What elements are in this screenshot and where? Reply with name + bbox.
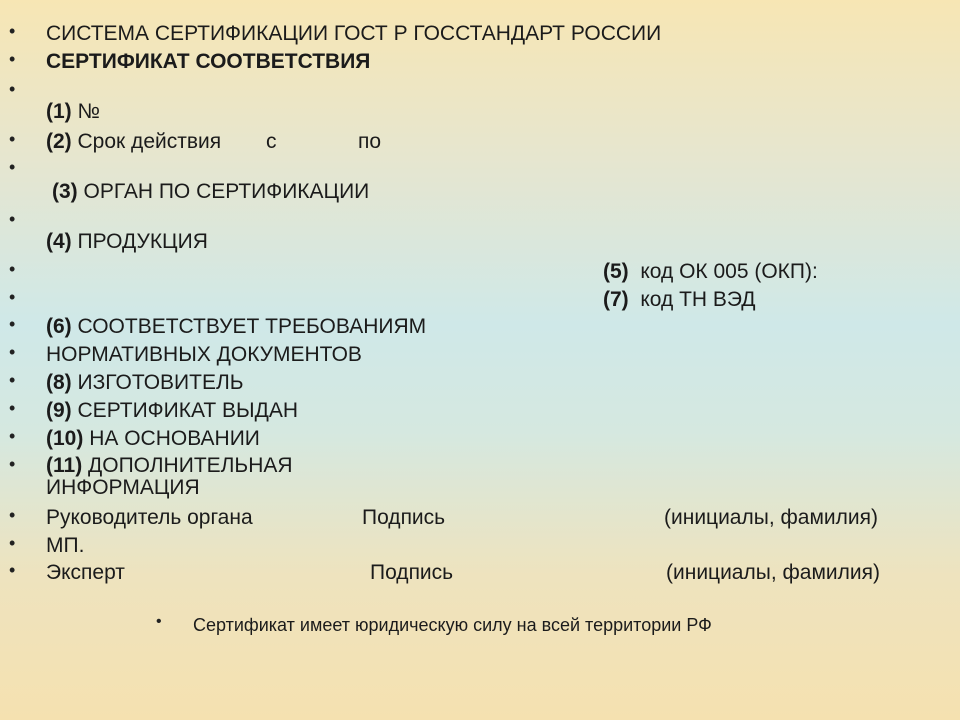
bullet: • [9,209,16,229]
bullet: • [9,314,16,334]
field-2-from: с [266,130,277,153]
bullet: • [9,259,16,279]
list-item [0,315,960,345]
expert-name: (инициалы, фамилия) [666,561,880,584]
list-item [0,399,960,429]
list-item [0,427,960,457]
bullet: • [9,287,16,307]
field-4: (4) ПРОДУКЦИЯ [46,230,208,253]
field-2: (2) Срок действия [46,130,222,153]
field-1: (1) № [46,100,101,123]
list-item [0,534,960,564]
bullet: • [9,21,16,41]
bullet: • [9,426,16,446]
list-item [0,506,960,536]
head-label: Руководитель органа [46,506,253,529]
field-6-continued: НОРМАТИВНЫХ ДОКУМЕНТОВ [46,343,362,366]
expert-label: Эксперт [46,561,125,584]
validity-note: Сертификат имеет юридическую силу на всей территории РФ [193,615,712,635]
head-signature: Подпись [362,506,446,529]
system-title: СИСТЕМА СЕРТИФИКАЦИИ ГОСТ Р ГОССТАНДАРТ РОССИИ [46,22,662,45]
field-7: (7) код ТН ВЭД [603,288,756,311]
bullet: • [156,613,162,630]
list-item [0,613,960,643]
bullet: • [9,560,16,580]
bullet: • [9,49,16,69]
bullet: • [9,454,16,474]
list-item [0,209,960,253]
field-11: (11) ДОПОЛНИТЕЛЬНАЯ ИНФОРМАЦИЯ [46,454,293,499]
bullet: • [9,79,16,99]
field-9: (9) СЕРТИФИКАТ ВЫДАН [46,399,298,422]
list-item [0,260,960,290]
bullet: • [9,129,16,149]
list-item [0,288,960,318]
bullet: • [9,533,16,553]
list-item [0,50,960,80]
field-10: (10) НА ОСНОВАНИИ [46,427,260,450]
bullet: • [9,370,16,390]
field-5: (5) код ОК 005 (ОКП): [603,260,818,283]
bullet: • [9,342,16,362]
list-item [0,343,960,373]
list-item [0,157,960,203]
list-item [0,371,960,401]
list-item [0,22,960,52]
bullet: • [9,505,16,525]
list-item [0,455,960,503]
stamp-place: МП. [46,534,85,557]
field-2-to: по [358,130,382,153]
field-3: (3) ОРГАН ПО СЕРТИФИКАЦИИ [52,180,370,203]
list-item [0,561,960,591]
head-name: (инициалы, фамилия) [664,506,878,529]
list-item [0,130,960,160]
bullet: • [9,398,16,418]
expert-signature: Подпись [370,561,454,584]
field-6: (6) СООТВЕТСТВУЕТ ТРЕБОВАНИЯМ [46,315,427,338]
field-8: (8) ИЗГОТОВИТЕЛЬ [46,371,244,394]
bullet: • [9,157,16,177]
list-item [0,79,960,123]
certificate-title: СЕРТИФИКАТ СООТВЕТСТВИЯ [46,50,371,73]
